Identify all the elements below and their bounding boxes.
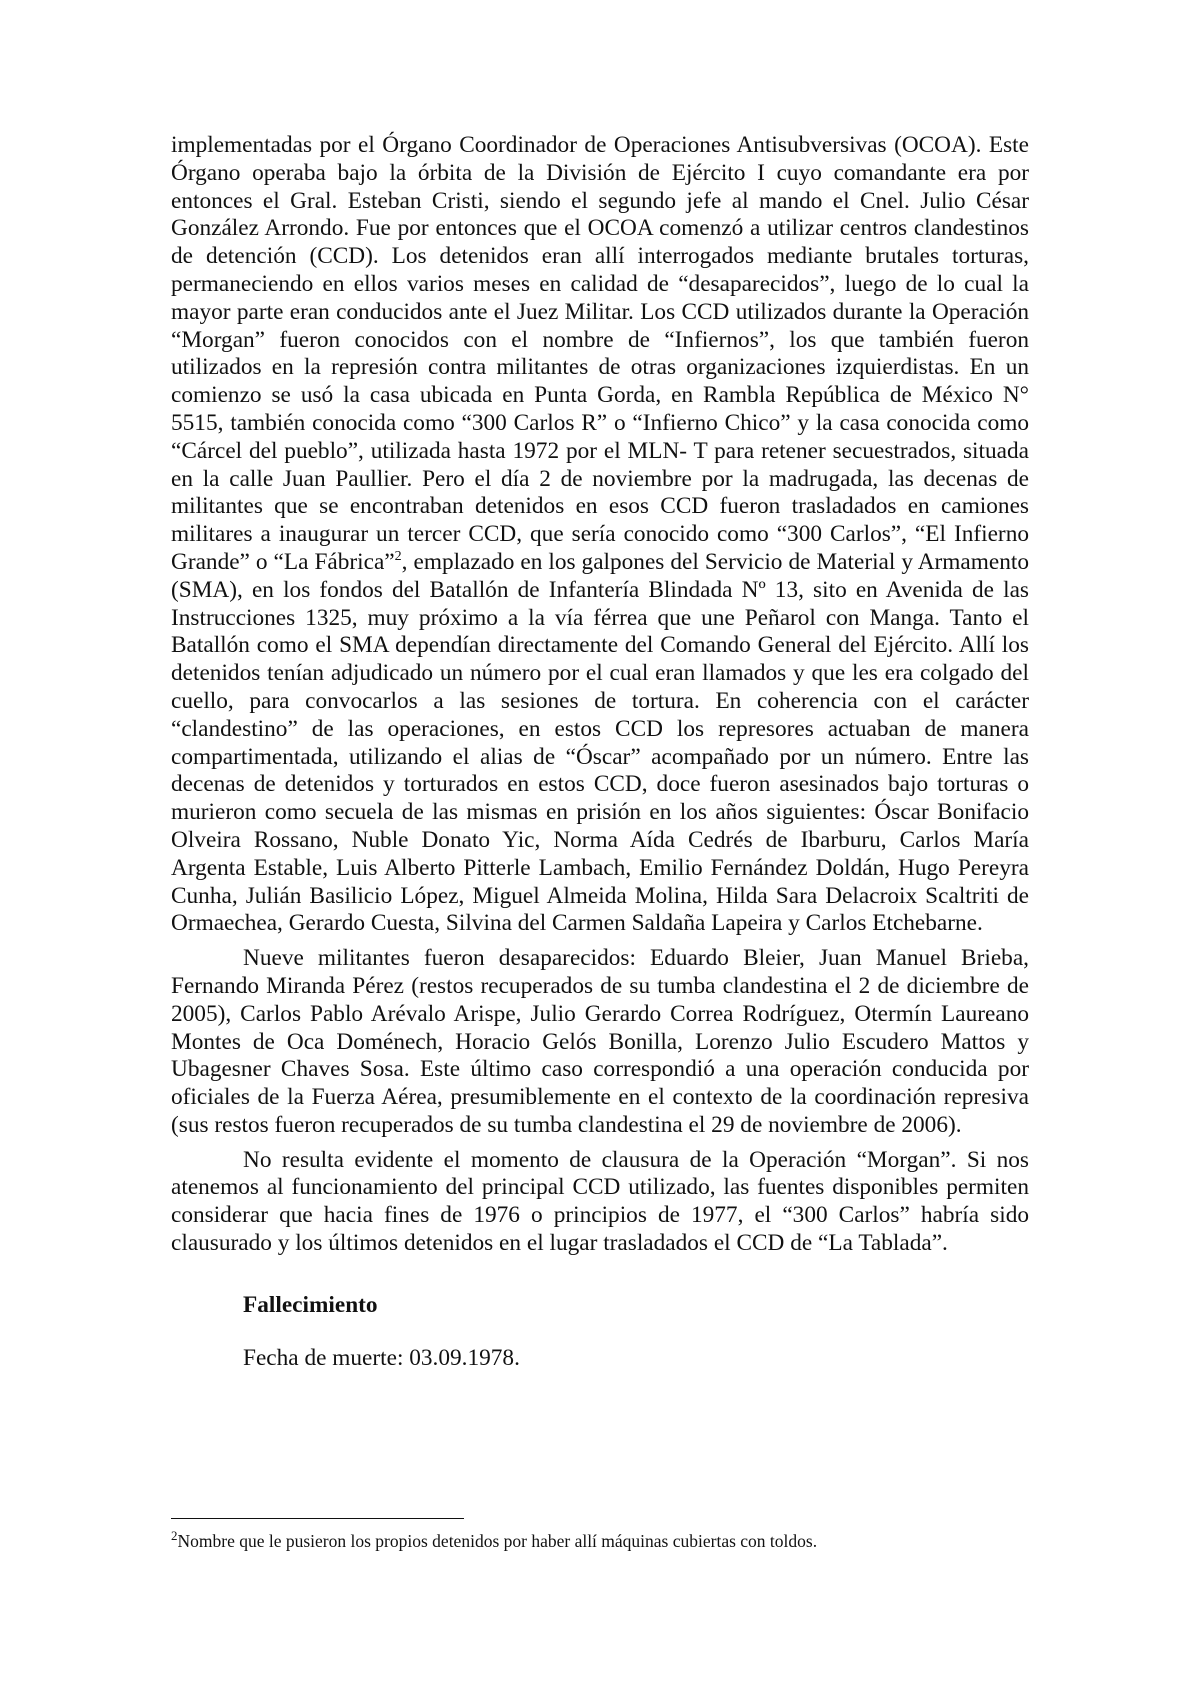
document-body [171,132,1029,1372]
footnote [171,1530,1029,1552]
footnote-mark: 2 [171,1528,178,1544]
footnote-divider [171,1518,464,1519]
footnote-reference[interactable]: 2 [394,549,402,565]
section-heading-fallecimiento: Fallecimiento [243,1291,378,1318]
paragraph-operacion-morgan [171,132,1029,938]
paragraph-clausura: No resulta evidente el momento de clausura de la Operación “Morgan”. Si nos atenemos al funcionamiento del principal CCD utilizado, las fuentes disponibles permiten considerar que hacia fines de 1976 o principios de 1977, el “300 Carlos” habría sido clausurado y los últimos detenidos en el lugar trasladados el CCD de “La Tablada”. [171,1146,1029,1257]
footnote-text: Nombre que le pusieron los propios detenidos por haber allí máquinas cubiertas con toldos. [177,1531,818,1551]
paragraph-text: , emplazado en los galpones del Servicio de Material y Armamento (SMA), en los fondos del Batallón de Infantería Blindada Nº 13, sito en Avenida de las Instrucciones 1325, muy próximo a la vía férrea que une Peñarol con Manga. Tanto el Batallón como el SMA dependían directamente del Comando General del Ejército. Allí los detenidos tenían adjudicado un número por el cual eran llamados y que les era colgado del cuello, para convocarlos a las sesiones de tortura. En coherencia con el carácter “clandestino” de las operaciones, en estos CCD los represores actuaban de manera compartimentada, utilizando el alias de “Óscar” acompañado por un número. Entre las decenas de detenidos y torturados en estos CCD, doce fueron asesinados bajo torturas o murieron como secuela de las mismas en prisión en los años siguientes: Óscar Bonifacio Olveira Rossano, Nuble Donato Yic, Norma Aída Cedrés de Ibarburu, Carlos María Argenta Estable, Luis Alberto Pitterle Lambach, Emilio Fernández Doldán, Hugo Pereyra Cunha, Julián Basilicio López, Miguel Almeida Molina, Hilda Sara Delacroix Scaltriti de Ormaechea, Gerardo Cuesta, Silvina del Carmen Saldaña Lapeira y Carlos Etchebarne. [171,548,1029,937]
death-date: Fecha de muerte: 03.09.1978. [243,1344,520,1371]
paragraph-desaparecidos: Nueve militantes fueron desaparecidos: Eduardo Bleier, Juan Manuel Brieba, Fernando Miranda Pérez (restos recuperados de su tumba clandestina el 2 de diciembre de 2005), Carlos Pablo Arévalo Arispe, Julio Gerardo Correa Rodríguez, Otermín Laureano Montes de Oca Doménech, Horacio Gelós Bonilla, Lorenzo Julio Escudero Mattos y Ubagesner Chaves Sosa. Este último caso correspondió a una operación conducida por oficiales de la Fuerza Aérea, presumiblemente en el contexto de la coordinación represiva (sus restos fueron recuperados de su tumba clandestina el 29 de noviembre de 2006). [171,945,1029,1138]
paragraph-text: implementadas por el Órgano Coordinador de Operaciones Antisubversivas (OCOA). Este Órgano operaba bajo la órbita de la División de Ejército I cuyo comandante era por entonces el Gral. Esteban Cristi, siendo el segundo jefe al mando el Cnel. Julio César González Arrondo. Fue por entonces que el OCOA comenzó a utilizar centros clandestinos de detención (CCD). Los detenidos eran allí interrogados mediante brutales torturas, permaneciendo en ellos varios meses en calidad de “desaparecidos”, luego de lo cual la mayor parte eran conducidos ante el Juez Militar. Los CCD utilizados durante la Operación “Morgan” fueron conocidos con el nombre de “Infiernos”, los que también fueron utilizados en la represión contra militantes de otras organizaciones izquierdistas. En un comienzo se usó la casa ubicada en Punta Gorda, en Rambla República de México N° 5515, también conocida como “300 Carlos R” o “Infierno Chico” y la casa conocida como “Cárcel del pueblo”, utilizada hasta 1972 por el MLN- T para retener secuestrados, situada en la calle Juan Paullier. Pero el día 2 de noviembre por la madrugada, las decenas de militantes que se encontraban detenidos en esos CCD fueron trasladados en camiones militares a inaugurar un tercer CCD, que sería conocido como “300 Carlos”, “El Infierno Grande” o “La Fábrica” [171,132,1029,575]
